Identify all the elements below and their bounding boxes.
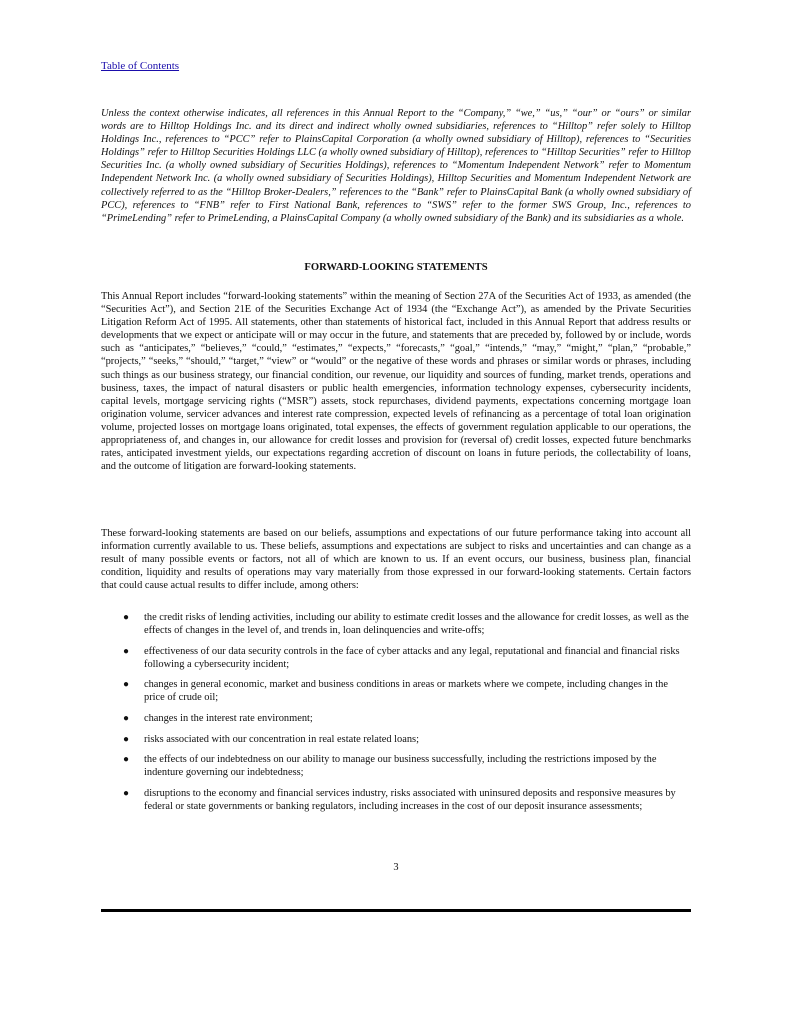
list-item bbox=[101, 678, 691, 704]
page-divider bbox=[101, 909, 691, 912]
bullet-icon: ● bbox=[123, 645, 130, 657]
list-item-text: the effects of our indebtedness on our ability to manage our business successfully, including the restrictions imposed by the indenture governing our indebtedness; bbox=[144, 754, 657, 779]
list-item bbox=[101, 753, 691, 779]
bullet-icon: ● bbox=[123, 679, 130, 691]
list-item-text: effectiveness of our data security controls in the face of cyber attacks and any legal, reputational and financial and financial risks following a cybersecurity incident; bbox=[144, 645, 680, 670]
forward-looking-paragraph-2: These forward-looking statements are based on our beliefs, assumptions and expectations of our future performance taking into account all information currently available to us. These beliefs, assumptions and expectations are subject to risks and uncertainties and can change as a result of many possible events or factors, not all of which are known to us. If an event occurs, our business, business plan, financial condition, liquidity and results of operations may vary materially from those expressed in our forward-looking statements. Certain factors that could cause actual results to differ include, among others: bbox=[101, 528, 691, 592]
section-heading: FORWARD-LOOKING STATEMENTS bbox=[304, 262, 488, 273]
bullet-icon: ● bbox=[123, 612, 130, 623]
list-item-text: disruptions to the economy and financial services industry, risks associated with uninsured deposits and responsive measures by federal or state governments or banking regulators, including increases in the cost of our deposit insurance assessments; bbox=[144, 787, 676, 813]
list-item bbox=[101, 611, 691, 637]
list-item bbox=[101, 712, 691, 725]
intro-paragraph: Unless the context otherwise indicates, all references in this Annual Report to the “Company,” “we,” “us,” “our” or “ours” or similar words are to Hilltop Holdings Inc. and its direct and indirect wholly owned subsidiaries, references to “Hilltop” refer solely to Hilltop Holdings Inc., references to “PCC” refer to PlainsCapital Corporation (a wholly owned subsidiary of Hilltop), references to “Securities Holdings” refer to Hilltop Securities Holdings LLC (a wholly owned subsidiary of Hilltop), references to “Hilltop Securities” refer to Hilltop Securities Inc. (a wholly owned subsidiary of Securities Holdings), references to “Momentum Independent Network” refer to Momentum Independent Network Inc. (a wholly owned subsidiary of Securities Holdings), Hilltop Securities and Momentum Independent Network are collectively referred to as the “Hilltop Broker-Dealers,” references to the “Bank” refer to PlainsCapital Bank (a wholly owned subsidiary of PCC), references to “FNB” refer to First National Bank, references to “SWS” refer to the former SWS Group, Inc., references to “PrimeLending” refer to PrimeLending, a PlainsCapital Company (a wholly owned subsidiary of the Bank) and its subsidiaries as a whole. bbox=[101, 108, 691, 224]
bullet-icon: ● bbox=[123, 754, 130, 766]
bullet-icon: ● bbox=[123, 787, 130, 799]
list-item bbox=[101, 787, 691, 813]
bullet-icon: ● bbox=[123, 733, 130, 745]
list-item-text: the credit risks of lending activities, including our ability to estimate credit losses and the allowance for credit losses, as well as the effects of changes in the level of, and trends in, loan delinquencies and write-offs; bbox=[144, 612, 689, 637]
list-item bbox=[101, 645, 691, 671]
list-item-text: changes in general economic, market and business conditions in areas or markets where we compete, including changes in the price of crude oil; bbox=[144, 679, 668, 704]
forward-looking-paragraph-1: This Annual Report includes “forward-looking statements” within the meaning of Section 27A of the Securities Act of 1933, as amended (the “Securities Act”), and Section 21E of the Securities Exchange Act of 1934 (the “Exchange Act”), as amended by the Private Securities Litigation Reform Act of 1995. All statements, other than statements of historical fact, included in this Annual Report that address results or developments that we expect or anticipate will or may occur in the future, and statements that are preceded by, followed by or include, words such as “anticipates,” “believes,” “could,” “estimates,” “expects,” “forecasts,” “goal,” “intends,” “may,” “might,” “plan,” “probable,” “projects,” “seeks,” “should,” “target,” “view” or “would” or the negative of these words and phrases or similar words or phrases, including such things as our business strategy, our financial condition, our revenue, our liquidity and sources of funding, market trends, operations and business, taxes, the impact of natural disasters or public health emergencies, information technology expenses, cybersecurity incidents, capital levels, mortgage servicing rights (“MSR”) assets, stock repurchases, dividend payments, expectations concerning mortgage loan origination volume, servicer advances and interest rate compression, expected levels of refinancing as a percentage of total loan origination volume, projected losses on mortgage loans originated, total expenses, the effects of government regulation applicable to our operations, the appropriateness of, and changes in, our allowance for credit losses and provision for (reversal of) credit losses, expected future benchmarks rates, anticipated investment yields, our expectations regarding accretion of discount on loans in future periods, the collectability of loans, and the outcome of litigation are forward-looking statements. bbox=[101, 291, 691, 473]
bullet-icon: ● bbox=[123, 713, 130, 725]
page-number: 3 bbox=[393, 862, 399, 873]
risk-factor-list bbox=[101, 611, 691, 821]
table-of-contents-link[interactable]: Table of Contents bbox=[101, 60, 180, 72]
list-item-text: changes in the interest rate environment; bbox=[144, 713, 313, 725]
list-item-text: risks associated with our concentration in real estate related loans; bbox=[144, 733, 419, 745]
list-item bbox=[101, 733, 691, 746]
